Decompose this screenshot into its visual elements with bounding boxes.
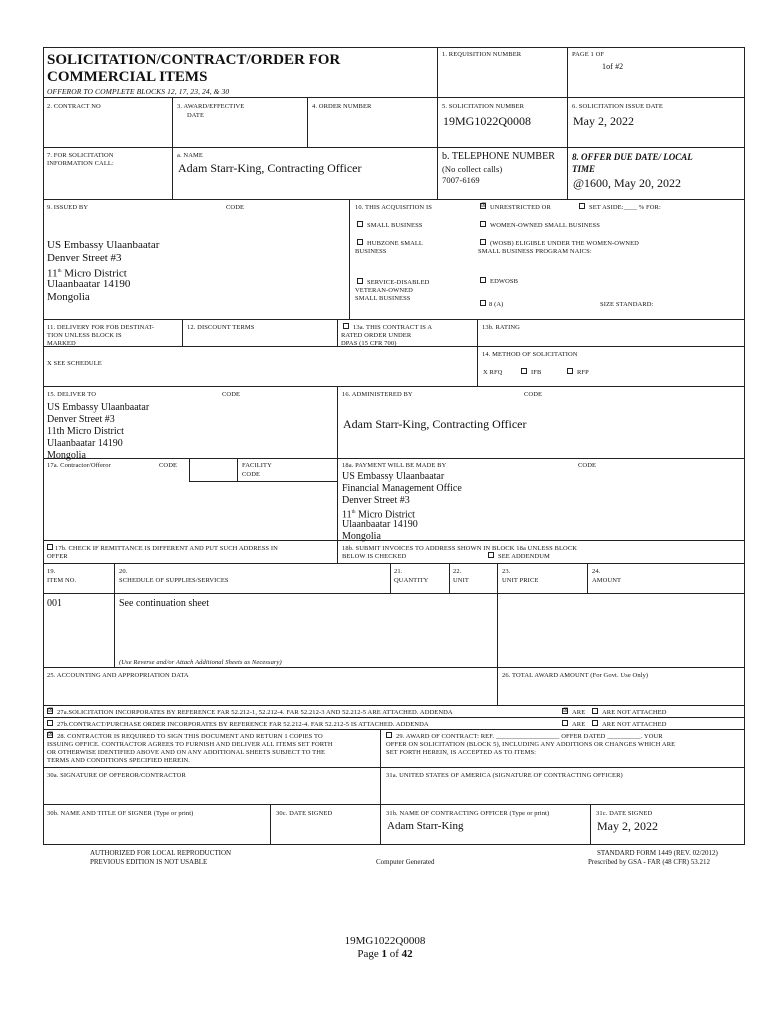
issued-code-label: CODE [226, 204, 245, 211]
unit-price-label: 23. [502, 568, 511, 575]
rule [437, 147, 438, 199]
sdvosb-label-3: SMALL BUSINESS [355, 295, 411, 302]
rule [449, 563, 450, 593]
prescribed-note: Prescribed by GSA - FAR (48 CFR) 53.212 [588, 858, 710, 866]
clause-28-checkbox[interactable]: ☒ [48, 732, 54, 738]
unrestricted-checkbox[interactable]: ☒ [481, 203, 487, 209]
clause-28-line-4: TERMS AND CONDITIONS SPECIFIED HEREIN. [47, 757, 191, 764]
payment-label: 18a. PAYMENT WILL BE MADE BY [342, 462, 447, 469]
facility-code-label: CODE [242, 471, 261, 478]
hubzone-label: HUBZONE SMALL [367, 240, 424, 247]
rule [237, 458, 238, 481]
payment-line-1: US Embassy Ulaanbaatar [342, 471, 445, 482]
rule [43, 667, 745, 668]
rule [43, 729, 745, 730]
clause-29-line-1: 29. AWARD OF CONTRACT: REF. ___________________ OFFER DATED __________. YOUR [396, 733, 663, 740]
issued-line-5: Mongolia [47, 291, 90, 303]
rule [43, 767, 745, 768]
facility-label: FACILITY [242, 462, 272, 469]
rule [477, 346, 745, 347]
deliver-line-3: 11th Micro District [47, 426, 124, 437]
solicitation-number-value: 19MG1022Q0008 [443, 114, 532, 128]
rfp-checkbox[interactable] [567, 368, 573, 374]
submit-invoices-label: 18b. SUBMIT INVOICES TO ADDRESS SHOWN IN BLOCK 18a UNLESS BLOCK [342, 545, 578, 552]
payment-line-2: Financial Management Office [342, 483, 462, 494]
offer-due-label-2: TIME [572, 164, 596, 174]
administered-code-label: CODE [524, 391, 543, 398]
signature-31a-label: 31a. UNITED STATES OF AMERICA (SIGNATURE OF CONTRACTING OFFICER) [386, 772, 623, 779]
deliver-line-5: Mongolia [47, 450, 86, 461]
standard-form-note: STANDARD FORM 1449 (REV. 02/2012) [597, 849, 718, 857]
rule [172, 97, 173, 147]
rule [43, 593, 745, 594]
rule [587, 563, 588, 593]
page-of-value: 1of #2 [602, 62, 624, 71]
offer-due-label: 8. OFFER DUE DATE/ LOCAL [572, 152, 693, 162]
accounting-label: 25. ACCOUNTING AND APPROPRIATION DATA [47, 672, 189, 679]
reverse-note: (Use Reverse and/or Attach Additional Sheets as Necessary) [119, 659, 282, 666]
rule [182, 319, 183, 346]
offeror-note: OFFEROR TO COMPLETE BLOCKS 12, 17, 23, 24, & 30 [47, 87, 230, 96]
remittance-label: 17b. CHECK IF REMITTANCE IS DIFFERENT AND PUT SUCH ADDRESS IN [55, 545, 278, 552]
item-no-label-2: ITEM NO. [47, 577, 77, 584]
rule [477, 319, 478, 386]
administered-value: Adam Starr-King, Contracting Officer [343, 417, 527, 431]
rule [380, 767, 381, 845]
acquisition-label: 10. THIS ACQUISITION IS [355, 204, 432, 211]
rule [337, 319, 338, 346]
name-label: a. NAME [177, 152, 203, 159]
contract-no-label: 2. CONTRACT NO [47, 103, 101, 110]
quantity-label-2: QUANTITY [394, 577, 429, 584]
delivery-label-3: MARKED [47, 340, 76, 347]
offer-due-value: @1600, May 20, 2022 [573, 176, 682, 190]
unit-label-2: UNIT [453, 577, 469, 584]
total-award-label: 26. TOTAL AWARD AMOUNT (For Govt. Use Only) [502, 672, 649, 679]
rule [437, 47, 438, 147]
clause-27a-checkbox[interactable]: ☒ [48, 708, 54, 714]
item-no-label: 19. [47, 568, 56, 575]
delivery-label: 11. DELIVERY FOR FOB DESTINAT- [47, 324, 155, 331]
quantity-label: 21. [394, 568, 403, 575]
clause-28-line-3: OR OTHERWISE IDENTIFIED ABOVE AND ON ANY ADDITIONAL SHEETS SUBJECT TO THE [47, 749, 326, 756]
page-of-label: PAGE 1 OF [572, 51, 605, 58]
clause-27a-are-not-checkbox[interactable] [592, 708, 598, 714]
edwosb-label: EDWOSB [490, 278, 519, 285]
sdvosb-label-2: VETERAN-OWNED [355, 287, 413, 294]
signature-30a-label: 30a. SIGNATURE OF OFFEROR/CONTRACTOR [47, 772, 186, 779]
rule [567, 47, 568, 147]
clause-28-line-2: ISSUING OFFICE. CONTRACTOR AGREES TO FURNISH AND DELIVER ALL ITEMS SET FORTH [47, 741, 333, 748]
addendum-checkbox[interactable] [488, 552, 494, 558]
previous-edition-note: PREVIOUS EDITION IS NOT USABLE [90, 858, 208, 866]
rated-order-checkbox[interactable] [343, 323, 349, 329]
rule [337, 540, 338, 563]
date-signed-31c-value: May 2, 2022 [597, 819, 658, 833]
supplies-label-2: SCHEDULE OF SUPPLIES/SERVICES [119, 577, 229, 584]
issued-line-4: Ulaanbaatar 14190 [47, 278, 131, 290]
requisition-label: 1. REQUISITION NUMBER [442, 51, 522, 58]
date-signed-31c-label: 31c. DATE SIGNED [596, 810, 653, 817]
submit-invoices-label-2: BELOW IS CHECKED [342, 553, 407, 560]
issued-line-2: Denver Street #3 [47, 252, 122, 264]
addendum-label: SEE ADDENDUM [498, 553, 550, 560]
wosb-eligible-label: (WOSB) ELIGIBLE UNDER THE WOMEN-OWNED [490, 240, 639, 247]
rule [380, 729, 381, 767]
clause-27b-label: 27b.CONTRACT/PURCHASE ORDER INCORPORATES BY REFERENCE FAR 52.212-4. FAR 52.212-5 IS ATTACHED. ADDENDA [57, 721, 429, 728]
payment-line-6: Mongolia [342, 531, 381, 542]
wosb-eligible-label-2: SMALL BUSINESS PROGRAM NAICS: [478, 248, 592, 255]
page-counter: Page 1 of 42 [357, 948, 413, 960]
contractor-label: 17a. Contractor/Offeror [47, 462, 111, 469]
rule [43, 458, 745, 459]
clause-29-checkbox[interactable] [386, 732, 392, 738]
clause-29-line-3: SET FORTH HEREIN, IS ACCEPTED AS TO ITEMS: [386, 749, 537, 756]
rule [43, 717, 745, 718]
remittance-label-2: OFFER [47, 553, 68, 560]
phone-value: 7007-6169 [442, 175, 480, 185]
rule [43, 199, 745, 200]
clause-27a-label: 27a.SOLICITATION INCORPORATES BY REFERENCE FAR 52.212-1, 52.212-4. FAR 52.212-3 AND 52.212-5 ARE ATTACHED. ADDENDA [57, 709, 453, 716]
rule [567, 147, 568, 199]
set-aside-label: SET ASIDE:____ % FOR: [589, 204, 661, 211]
rule [172, 147, 173, 199]
eight-a-label: 8 (A) [489, 301, 504, 308]
clause-27a-are-checkbox[interactable]: ☒ [563, 708, 569, 714]
amount-label-2: AMOUNT [592, 577, 622, 584]
rule [337, 386, 338, 540]
rated-order-label-2: RATED ORDER UNDER [341, 332, 412, 339]
form-title-line2: COMMERCIAL ITEMS [47, 69, 208, 85]
clause-27b-checkbox[interactable] [47, 720, 53, 726]
discount-terms-label: 12. DISCOUNT TERMS [187, 324, 255, 331]
rule [270, 804, 271, 845]
contractor-code-label: CODE [159, 462, 178, 469]
rule [43, 540, 745, 541]
see-schedule[interactable]: X SEE SCHEDULE [47, 360, 102, 367]
small-business-label: SMALL BUSINESS [367, 222, 423, 229]
rule [43, 346, 477, 347]
rule [590, 804, 591, 845]
deliver-to-label: 15. DELIVER TO [47, 391, 97, 398]
clause-29-line-2: OFFER ON SOLICITATION (BLOCK 5), INCLUDING ANY ADDITIONS OR CHANGES WHICH ARE [386, 741, 676, 748]
signer-name-label: 30b. NAME AND TITLE OF SIGNER (Type or print) [47, 810, 194, 817]
officer-name-label: 31b. NAME OF CONTRACTING OFFICER (Type or print) [386, 810, 550, 817]
name-value: Adam Starr-King, Contracting Officer [178, 161, 362, 175]
small-business-checkbox[interactable] [357, 221, 363, 227]
payment-code-label: CODE [578, 462, 597, 469]
info-call-label-2: INFORMATION CALL: [47, 160, 114, 167]
form-title: SOLICITATION/CONTRACT/ORDER FOR [47, 52, 341, 68]
rfq-option[interactable]: X RFQ [483, 369, 503, 376]
rule [497, 667, 498, 705]
rule [189, 458, 190, 481]
sdvosb-label: SERVICE-DISABLED [367, 279, 430, 286]
rule [43, 319, 745, 320]
ifb-checkbox[interactable] [521, 368, 527, 374]
clause-27b-are-label: ARE [572, 721, 586, 728]
rule [390, 563, 391, 593]
deliver-code-label: CODE [222, 391, 241, 398]
rating-label: 13b. RATING [482, 324, 520, 331]
date-signed-30c-label: 30c. DATE SIGNED [276, 810, 333, 817]
phone-note: (No collect calls) [442, 164, 503, 174]
phone-label: b. TELEPHONE NUMBER [442, 151, 555, 162]
delivery-label-2: TION UNLESS BLOCK IS [47, 332, 122, 339]
rule [43, 147, 745, 148]
wosb-eligible-checkbox[interactable] [480, 239, 486, 245]
supplies-label: 20. [119, 568, 128, 575]
computer-generated-note: Computer Generated [376, 858, 435, 866]
wosb-checkbox[interactable] [480, 221, 486, 227]
rule [307, 97, 308, 147]
document-number: 19MG1022Q0008 [344, 935, 426, 947]
authorized-note: AUTHORIZED FOR LOCAL REPRODUCTION [90, 849, 232, 857]
rule [43, 386, 745, 387]
rule [189, 481, 337, 482]
issued-line-1: US Embassy Ulaanbaatar [47, 239, 160, 251]
payment-line-5: Ulaanbaatar 14190 [342, 519, 418, 530]
administered-label: 16. ADMINISTERED BY [342, 391, 413, 398]
clause-28-line-1: 28. CONTRACTOR IS REQUIRED TO SIGN THIS DOCUMENT AND RETURN 1 COPIES TO [57, 733, 323, 740]
sdvosb-checkbox[interactable] [357, 278, 363, 284]
size-standard-label: SIZE STANDARD: [600, 301, 654, 308]
rated-order-label: 13a. THIS CONTRACT IS A [353, 324, 433, 331]
rule [497, 563, 498, 667]
ifb-label: IFB [531, 369, 542, 376]
deliver-line-2: Denver Street #3 [47, 414, 115, 425]
rule [43, 804, 745, 805]
unrestricted-label: UNRESTRICTED OR [490, 204, 551, 211]
unit-price-label-2: UNIT PRICE [502, 577, 539, 584]
supplies-value: See continuation sheet [119, 598, 209, 609]
eight-a-checkbox[interactable] [480, 300, 486, 306]
edwosb-checkbox[interactable] [480, 277, 486, 283]
payment-line-4: 11th Micro District [342, 509, 415, 521]
amount-label: 24. [592, 568, 601, 575]
set-aside-checkbox[interactable] [579, 203, 585, 209]
issued-by-label: 9. ISSUED BY [47, 204, 89, 211]
rule [114, 563, 115, 667]
remittance-checkbox[interactable] [47, 544, 53, 550]
rule [43, 705, 745, 706]
rfp-label: RFP [577, 369, 589, 376]
hubzone-checkbox[interactable] [357, 239, 363, 245]
issue-date-label: 6. SOLICITATION ISSUE DATE [572, 103, 663, 110]
clause-27a-are-not-label: ARE NOT ATTACHED [602, 709, 667, 716]
clause-27b-are-not-checkbox[interactable] [592, 720, 598, 726]
unit-label: 22. [453, 568, 462, 575]
clause-27b-are-not-label: ARE NOT ATTACHED [602, 721, 667, 728]
rule [43, 97, 745, 98]
rule [43, 563, 745, 564]
item-no-value: 001 [47, 598, 62, 609]
method-label: 14. METHOD OF SOLICITATION [482, 351, 578, 358]
solicitation-number-label: 5. SOLICITATION NUMBER [442, 103, 525, 110]
info-call-label: 7. FOR SOLICITATION [47, 152, 114, 159]
issued-line-3: 11th Micro District [47, 267, 127, 280]
officer-name-value: Adam Starr-King [387, 820, 464, 832]
rated-order-label-3: DPAS (15 CFR 700) [341, 340, 397, 347]
hubzone-label-2: BUSINESS [355, 248, 387, 255]
issue-date-value: May 2, 2022 [573, 114, 634, 128]
wosb-label: WOMEN-OWNED SMALL BUSINESS [490, 222, 600, 229]
deliver-line-1: US Embassy Ulaanbaatar [47, 402, 150, 413]
deliver-line-4: Ulaanbaatar 14190 [47, 438, 123, 449]
clause-27b-are-checkbox[interactable] [562, 720, 568, 726]
rule [349, 199, 350, 319]
clause-27a-are-label: ARE [572, 709, 586, 716]
payment-line-3: Denver Street #3 [342, 495, 410, 506]
order-number-label: 4. ORDER NUMBER [312, 103, 372, 110]
award-date-label-2: DATE [187, 112, 205, 119]
award-date-label: 3. AWARD/EFFECTIVE [177, 103, 245, 110]
